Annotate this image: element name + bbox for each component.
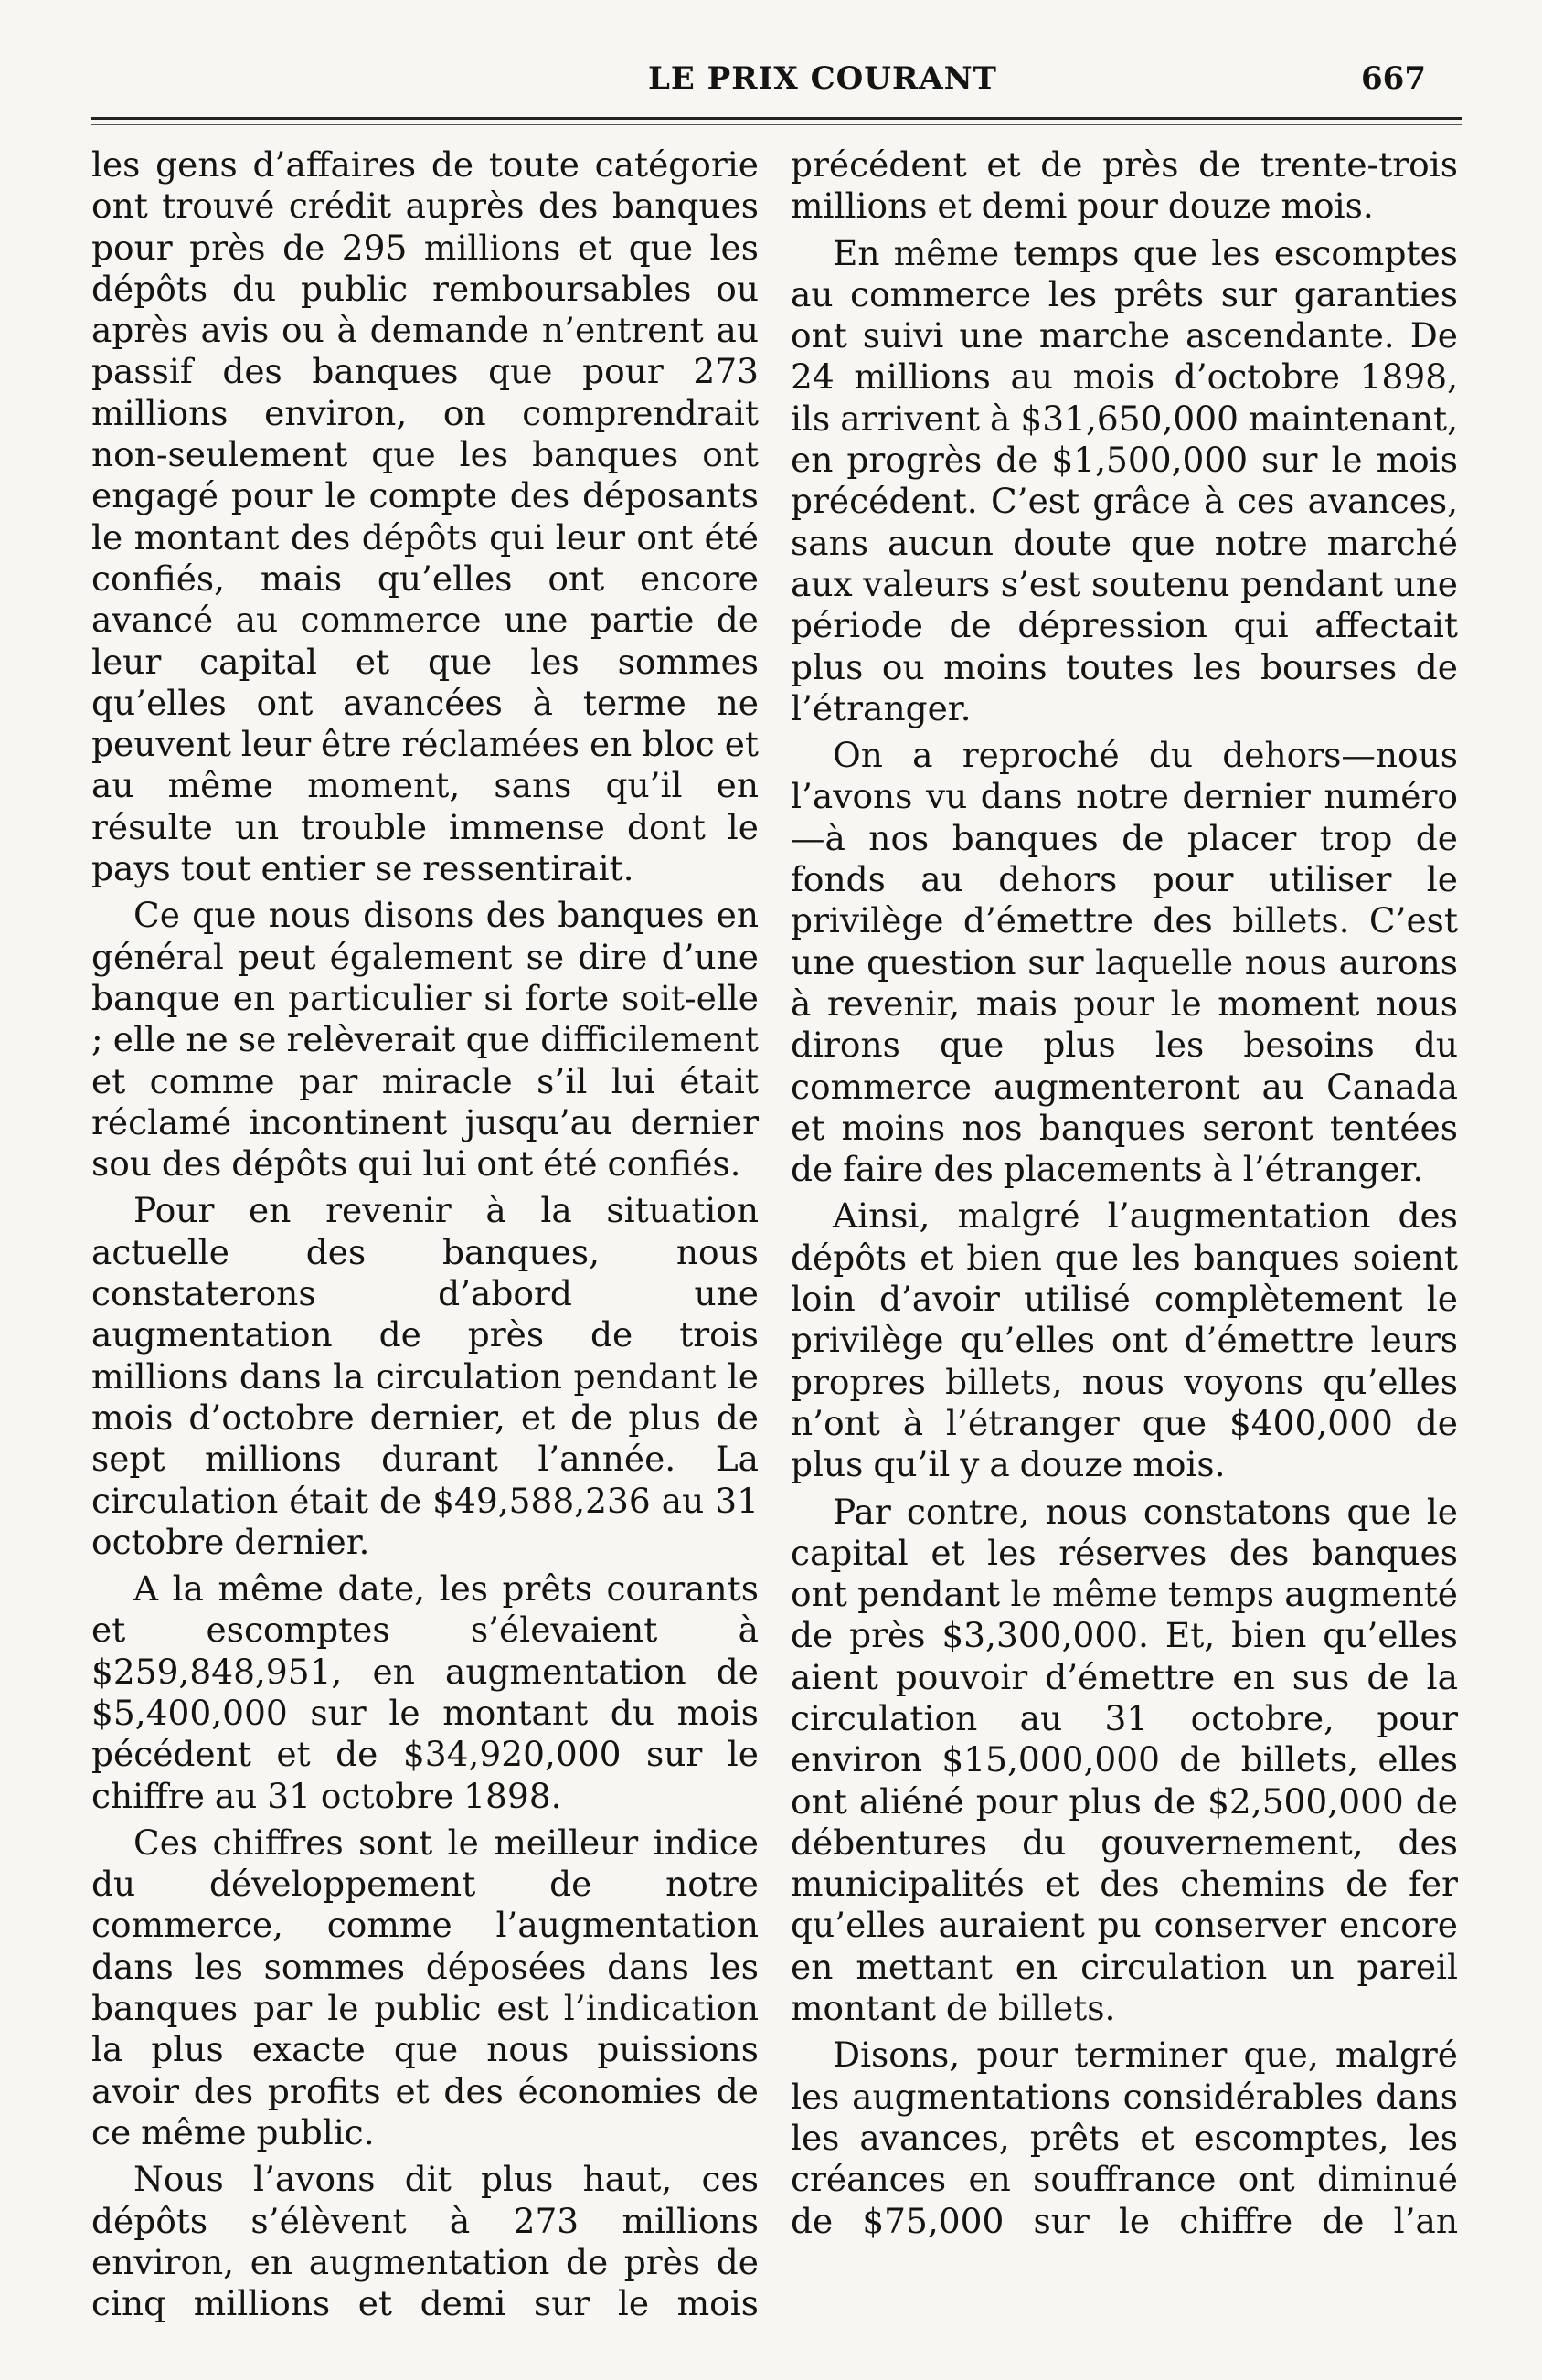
header-rule-thin	[91, 124, 1462, 125]
paragraph: Disons, pour terminer que, malgré les augmentations considérables dans les avances, prêts et escomptes, les créances en souffrance ont diminué de $75,000 sur le chiffre de l’an	[791, 2035, 1458, 2241]
paragraph: Pour en revenir à la situation actuelle des banques, nous constaterons d’abord une augmentation de près de trois millions dans la circulation pendant le mois d’octobre dernier, et de plus de sept millions durant l’année. La circulation était de $49,588,236 au 31 octobre dernier.	[91, 1190, 759, 1562]
paragraph: Nous l’avons dit plus haut, ces dépôts s’élèvent à 273 millions environ, en augmentation de près de cinq millions et demi sur le mois	[91, 2159, 759, 2324]
paragraph: précédent et de près de trente-trois millions et demi pour douze mois.	[791, 144, 1458, 227]
header-rule	[91, 117, 1462, 120]
paragraph: On a reproché du dehors—nous l’avons vu dans notre dernier numéro—à nos banques de placer trop de fonds au dehors pour utiliser le privilège d’émettre des billets. C’est une question sur laquelle nous aurons à revenir, mais pour le moment nous dirons que plus les besoins du commerce augmenteront au Canada et moins nos banques seront tentées de faire des placements à l’étranger.	[791, 735, 1458, 1190]
page-header	[91, 60, 1462, 106]
paragraph: A la même date, les prêts courants et escomptes s’élevaient à $259,848,951, en augmentation de $5,400,000 sur le montant du mois pécédent et de $34,920,000 sur le chiffre au 31 octobre 1898.	[91, 1568, 759, 1816]
right-column	[791, 144, 1458, 2242]
paragraph: En même temps que les escomptes au commerce les prêts sur garanties ont suivi une marche ascendante. De 24 millions au mois d’octobre 1898, ils arrivent à $31,650,000 maintenant, en progrès de $1,500,000 sur le mois précédent. C’est grâce à ces avances, sans aucun doute que notre marché aux valeurs s’est soutenu pendant une période de dépression qui affectait plus ou moins toutes les bourses de l’étranger.	[791, 232, 1458, 728]
page-number: 667	[1361, 60, 1426, 97]
paragraph: Ainsi, malgré l’augmentation des dépôts et bien que les banques soient loin d’avoir utilisé complètement le privilège qu’elles ont d’émettre leurs propres billets, nous voyons qu’elles n’ont à l’étranger que $400,000 de plus qu’il y a douze mois.	[791, 1195, 1458, 1485]
paragraph: Par contre, nous constatons que le capital et les réserves des banques ont pendant le même temps augmenté de près $3,300,000. Et, bien qu’elles aient pouvoir d’émettre en sus de la circulation au 31 octobre, pour environ $15,000,000 de billets, elles ont aliéné pour plus de $2,500,000 de débentures du gouvernement, des municipalités et des chemins de fer qu’elles auraient pu conserver encore en mettant en circulation un pareil montant de billets.	[791, 1491, 1458, 2029]
paragraph: Ces chiffres sont le meilleur indice du développement de notre commerce, comme l’augmentation dans les sommes déposées dans les banques par le public est l’indication la plus exacte que nous puissions avoir des profits et des économies de ce même public.	[91, 1822, 759, 2152]
left-column	[91, 144, 759, 2324]
paragraph: les gens d’affaires de toute catégorie ont trouvé crédit auprès des banques pour près de 295 millions et que les dépôts du public remboursables ou après avis ou à demande n’entrent au passif des banques que pour 273 millions environ, on comprendrait non-seulement que les banques ont engagé pour le compte des déposants le montant des dépôts qui leur ont été confiés, mais qu’elles ont encore avancé au commerce une partie de leur capital et que les sommes qu’elles ont avancées à terme ne peuvent leur être réclamées en bloc et au même moment, sans qu’il en résulte un trouble immense dont le pays tout entier se ressentirait.	[91, 144, 759, 889]
publication-title: LE PRIX COURANT	[648, 60, 997, 97]
paragraph: Ce que nous disons des banques en général peut également se dire d’une banque en particulier si forte soit-elle ; elle ne se relèverait que difficilement et comme par miracle s’il lui était réclamé incontinent jusqu’au dernier sou des dépôts qui lui ont été confiés.	[91, 895, 759, 1185]
